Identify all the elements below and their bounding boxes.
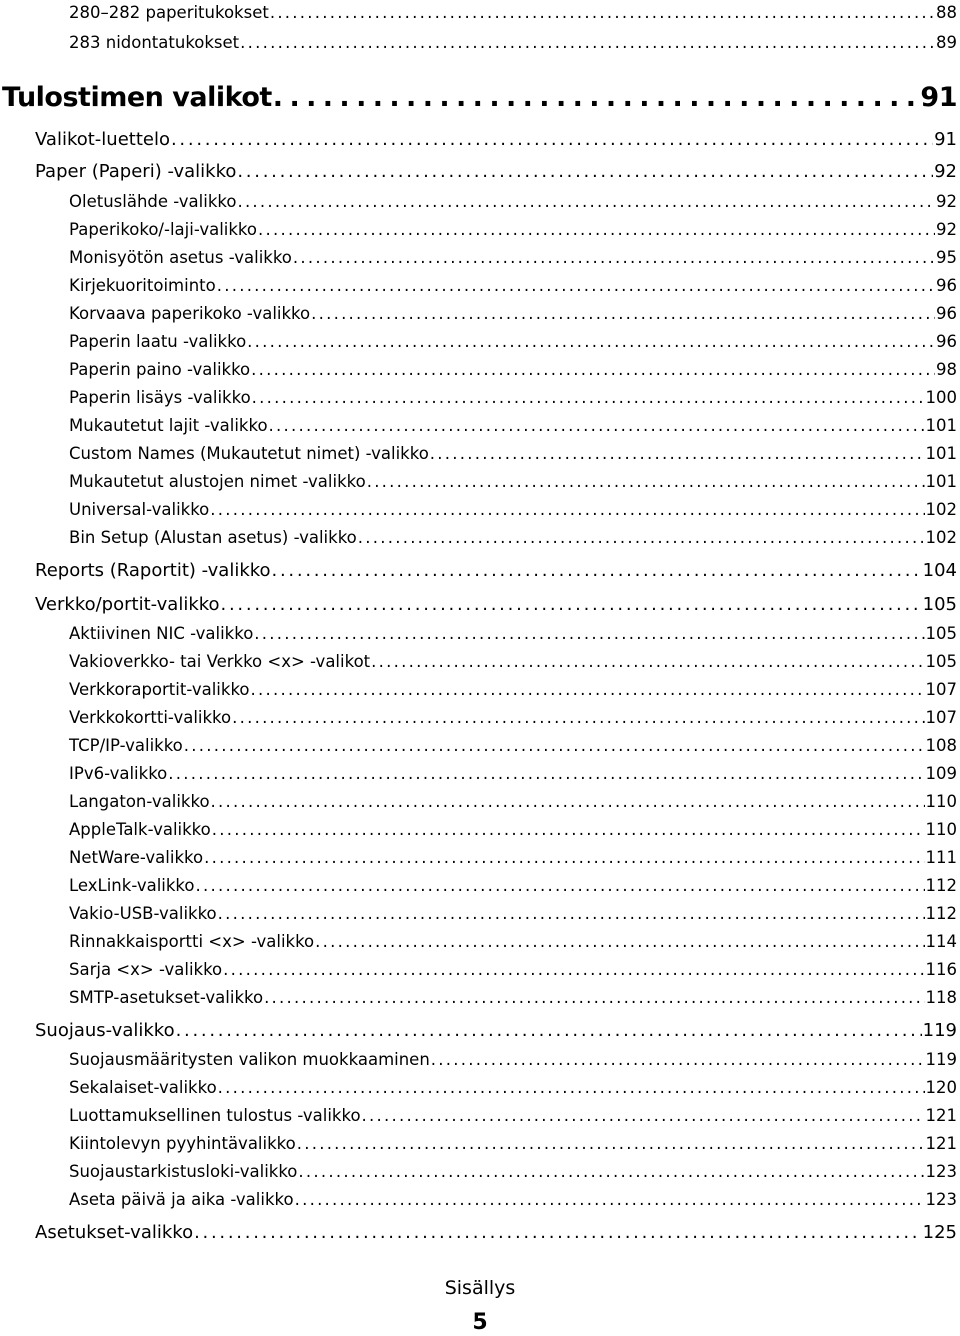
toc-entry[interactable] xyxy=(35,1020,957,1041)
toc-entry-label: AppleTalk-valikko xyxy=(69,820,211,839)
dot-leader xyxy=(240,33,935,52)
toc-entry[interactable] xyxy=(69,528,957,547)
dot-leader xyxy=(251,680,925,699)
toc-entry[interactable] xyxy=(69,1162,957,1181)
toc-entry-label: Verkkoraportit-valikko xyxy=(69,680,250,699)
dot-leader xyxy=(293,248,935,267)
toc-entry-page: 92 xyxy=(936,192,957,211)
dot-leader xyxy=(258,220,935,239)
dot-leader xyxy=(297,1134,925,1153)
toc-entry-label: NetWare-valikko xyxy=(69,848,204,867)
toc-entry-page: 105 xyxy=(925,652,957,671)
dot-leader xyxy=(247,332,935,351)
toc-entry[interactable] xyxy=(35,161,957,182)
toc-entry-page: 104 xyxy=(922,560,957,581)
toc-entry-page: 101 xyxy=(925,416,957,435)
toc-entry-page: 91 xyxy=(934,129,957,150)
dot-leader xyxy=(254,624,924,643)
dot-leader xyxy=(252,388,925,407)
dot-leader xyxy=(223,960,924,979)
toc-entry-label: Luottamuksellinen tulostus -valikko xyxy=(69,1106,361,1125)
toc-entry-page: 105 xyxy=(925,624,957,643)
toc-entry[interactable] xyxy=(69,1050,957,1069)
toc-entry-page: 96 xyxy=(936,276,957,295)
dot-leader xyxy=(237,161,933,182)
dot-leader xyxy=(171,129,933,150)
toc-entry-label: Universal-valikko xyxy=(69,500,210,519)
dot-leader xyxy=(212,820,925,839)
toc-entry[interactable] xyxy=(35,129,957,150)
dot-leader xyxy=(311,304,935,323)
toc-entry-label: Sarja <x> -valikko xyxy=(69,960,223,979)
toc-entry[interactable] xyxy=(69,192,957,211)
toc-entry-label: Aseta päivä ja aika -valikko xyxy=(69,1190,294,1209)
toc-entry-label: Korvaava paperikoko -valikko xyxy=(69,304,311,323)
dot-leader xyxy=(217,276,935,295)
dot-leader xyxy=(218,1078,925,1097)
toc-entry[interactable] xyxy=(69,652,957,671)
toc-entry[interactable] xyxy=(69,388,957,407)
toc-entry-page: 95 xyxy=(936,248,957,267)
toc-entry-page: 100 xyxy=(925,388,957,407)
toc-entry-label: Valikot-luettelo xyxy=(35,129,170,150)
toc-entry[interactable] xyxy=(69,472,957,491)
toc-entry[interactable] xyxy=(69,876,957,895)
toc-entry-page: 109 xyxy=(925,764,957,783)
dot-leader xyxy=(362,1106,925,1125)
toc-entry[interactable] xyxy=(35,1222,957,1243)
toc-chapter-entry[interactable] xyxy=(2,82,957,113)
toc-entry[interactable] xyxy=(69,33,957,52)
toc-entry-label: Suojausmääritysten valikon muokkaaminen xyxy=(69,1050,430,1069)
toc-entry-label: Sekalaiset-valikko xyxy=(69,1078,217,1097)
toc-entry-page: 102 xyxy=(925,528,957,547)
toc-entry-label: Reports (Raportit) -valikko xyxy=(35,560,271,581)
toc-entry[interactable] xyxy=(69,500,957,519)
toc-entry[interactable] xyxy=(69,304,957,323)
toc-chapter-label: Tulostimen valikot xyxy=(2,82,272,113)
toc-entry-label: Mukautetut alustojen nimet -valikko xyxy=(69,472,366,491)
toc-entry[interactable] xyxy=(69,1106,957,1125)
dot-leader xyxy=(211,792,925,811)
toc-entry-label: Paperin lisäys -valikko xyxy=(69,388,251,407)
toc-entry-label: Paperin laatu -valikko xyxy=(69,332,247,351)
dot-leader xyxy=(184,736,925,755)
toc-entry-page: 101 xyxy=(925,472,957,491)
toc-entry-label: SMTP-asetukset-valikko xyxy=(69,988,264,1007)
dot-leader xyxy=(272,560,922,581)
dot-leader xyxy=(371,652,924,671)
toc-entry-label: Paperikoko/-laji-valikko xyxy=(69,220,257,239)
toc-entry-label: Monisyötön asetus -valikko xyxy=(69,248,292,267)
dot-leader xyxy=(251,360,935,379)
dot-leader xyxy=(196,876,925,895)
toc-entry-page: 108 xyxy=(925,736,957,755)
toc-entry-label: Paperin paino -valikko xyxy=(69,360,251,379)
toc-chapter-page: 91 xyxy=(920,82,957,113)
toc-entry[interactable] xyxy=(69,1190,957,1209)
toc-entry-label: Verkkokortti-valikko xyxy=(69,708,232,727)
toc-entry-page: 96 xyxy=(936,304,957,323)
dot-leader xyxy=(295,1190,925,1209)
toc-entry[interactable] xyxy=(69,332,957,351)
toc-entry-page: 112 xyxy=(925,876,957,895)
toc-entry[interactable] xyxy=(69,220,957,239)
dot-leader xyxy=(273,82,920,113)
toc-entry-label: 280–282 paperitukokset xyxy=(69,3,269,22)
dot-leader xyxy=(358,528,925,547)
toc-entry-page: 92 xyxy=(934,161,957,182)
toc-entry-label: Langaton-valikko xyxy=(69,792,210,811)
toc-entry-label: LexLink-valikko xyxy=(69,876,195,895)
toc-entry-label: IPv6-valikko xyxy=(69,764,168,783)
toc-entry[interactable] xyxy=(69,932,957,951)
toc-entry-page: 112 xyxy=(925,904,957,923)
toc-entry-page: 110 xyxy=(925,792,957,811)
toc-entry-page: 119 xyxy=(922,1020,957,1041)
dot-leader xyxy=(298,1162,924,1181)
toc-entry-page: 107 xyxy=(925,708,957,727)
dot-leader xyxy=(232,708,924,727)
toc-entry[interactable] xyxy=(69,1078,957,1097)
toc-entry[interactable] xyxy=(69,960,957,979)
toc-entry-label: Vakioverkko- tai Verkko <x> -valikot xyxy=(69,652,371,671)
toc-entry-page: 110 xyxy=(925,820,957,839)
toc-entry[interactable] xyxy=(69,276,957,295)
dot-leader xyxy=(218,904,925,923)
toc-entry-label: Suojaustarkistusloki-valikko xyxy=(69,1162,298,1181)
toc-entry-page: 116 xyxy=(925,960,957,979)
dot-leader xyxy=(430,444,925,463)
toc-entry-label: Mukautetut lajit -valikko xyxy=(69,416,268,435)
toc-entry-page: 119 xyxy=(925,1050,957,1069)
toc-entry[interactable] xyxy=(35,594,957,615)
footer-section-title: Sisällys xyxy=(444,1277,516,1299)
toc-entry[interactable] xyxy=(69,736,957,755)
toc-entry-page: 107 xyxy=(925,680,957,699)
toc-entry-page: 96 xyxy=(936,332,957,351)
toc-entry[interactable] xyxy=(69,988,957,1007)
dot-leader xyxy=(194,1222,922,1243)
toc-entry[interactable] xyxy=(69,792,957,811)
dot-leader xyxy=(269,416,925,435)
dot-leader xyxy=(315,932,924,951)
toc-entry[interactable] xyxy=(69,624,957,643)
toc-entry-label: Vakio-USB-valikko xyxy=(69,904,217,923)
toc-entry-page: 114 xyxy=(925,932,957,951)
toc-entry-page: 98 xyxy=(936,360,957,379)
dot-leader xyxy=(264,988,924,1007)
toc-entry[interactable] xyxy=(35,560,957,581)
toc-entry[interactable] xyxy=(69,3,957,22)
toc-entry-page: 101 xyxy=(925,444,957,463)
toc-entry[interactable] xyxy=(69,820,957,839)
toc-entry-page: 123 xyxy=(925,1190,957,1209)
toc-entry-page: 88 xyxy=(936,3,957,22)
dot-leader xyxy=(221,594,922,615)
toc-entry-page: 92 xyxy=(936,220,957,239)
dot-leader xyxy=(176,1020,922,1041)
toc-entry-page: 125 xyxy=(922,1222,957,1243)
dot-leader xyxy=(431,1050,925,1069)
toc-entry-label: 283 nidontatukokset xyxy=(69,33,240,52)
toc-entry[interactable] xyxy=(69,680,957,699)
dot-leader xyxy=(237,192,935,211)
toc-entry-label: Custom Names (Mukautetut nimet) -valikko xyxy=(69,444,429,463)
toc-entry-page: 111 xyxy=(925,848,957,867)
toc-entry[interactable] xyxy=(69,360,957,379)
toc-entry-page: 105 xyxy=(922,594,957,615)
toc-entry-label: Verkko/portit-valikko xyxy=(35,594,220,615)
toc-entry-label: Aktiivinen NIC -valikko xyxy=(69,624,254,643)
toc-entry-label: TCP/IP-valikko xyxy=(69,736,183,755)
toc-entry-label: Oletuslähde -valikko xyxy=(69,192,237,211)
dot-leader xyxy=(210,500,924,519)
dot-leader xyxy=(204,848,924,867)
toc-entry[interactable] xyxy=(69,848,957,867)
toc-entry-label: Asetukset-valikko xyxy=(35,1222,194,1243)
toc-entry-page: 89 xyxy=(936,33,957,52)
footer-page-number: 5 xyxy=(472,1310,488,1335)
toc-entry-label: Bin Setup (Alustan asetus) -valikko xyxy=(69,528,357,547)
toc-entry-label: Suojaus-valikko xyxy=(35,1020,175,1041)
toc-entry-label: Kirjekuoritoiminto xyxy=(69,276,216,295)
toc-entry[interactable] xyxy=(69,248,957,267)
toc-entry-page: 102 xyxy=(925,500,957,519)
toc-entry-label: Rinnakkaisportti <x> -valikko xyxy=(69,932,315,951)
dot-leader xyxy=(270,3,935,22)
toc-entry[interactable] xyxy=(69,764,957,783)
toc-entry-page: 121 xyxy=(925,1134,957,1153)
toc-entry[interactable] xyxy=(69,444,957,463)
dot-leader xyxy=(168,764,924,783)
toc-entry-page: 121 xyxy=(925,1106,957,1125)
dot-leader xyxy=(367,472,925,491)
toc-entry[interactable] xyxy=(69,708,957,727)
toc-entry-label: Paper (Paperi) -valikko xyxy=(35,161,237,182)
toc-entry[interactable] xyxy=(69,904,957,923)
toc-entry[interactable] xyxy=(69,416,957,435)
toc-entry-page: 120 xyxy=(925,1078,957,1097)
toc-entry-page: 123 xyxy=(925,1162,957,1181)
toc-entry-label: Kiintolevyn pyyhintävalikko xyxy=(69,1134,296,1153)
toc-entry[interactable] xyxy=(69,1134,957,1153)
toc-entry-page: 118 xyxy=(925,988,957,1007)
